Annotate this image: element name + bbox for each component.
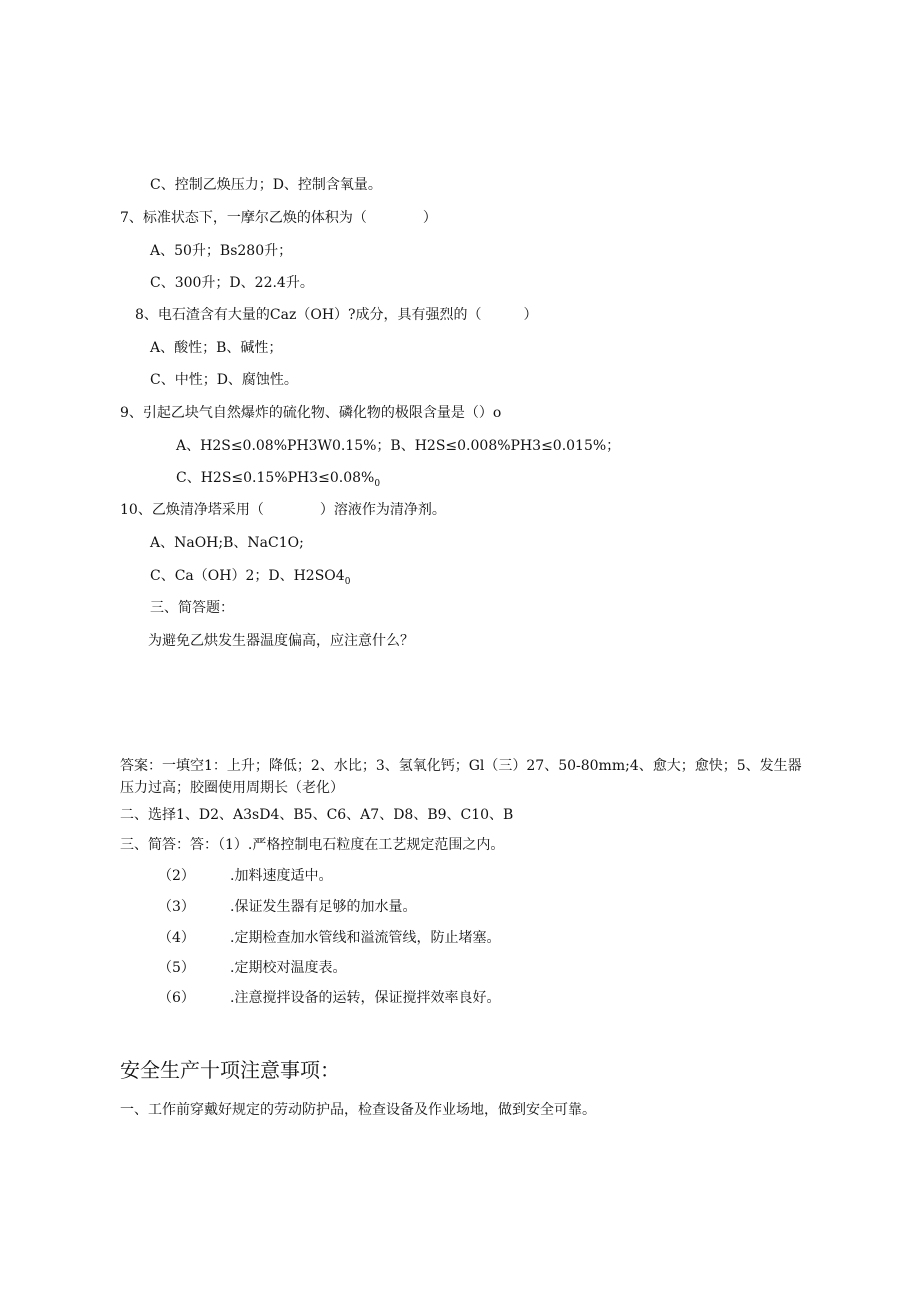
answer-item-number: （3） [158, 899, 195, 915]
section-3-heading: 三、简答题： [150, 600, 234, 616]
short-answer-question: 为避免乙烘发生器温度偏高，应注意什么？ [148, 633, 414, 649]
answer-item [158, 958, 346, 978]
answer-item-text: .加料速度适中。 [230, 868, 333, 884]
answer-fill-blank: 答案：一填空1：上升；降低；2、水比；3、氢氧化钙；Gl（三）27、50-80mm;4、愈大；愈快；5、发生器压力过高；胶圈使用周期长（老化） [120, 758, 802, 796]
q8-options-cd: C、中性；D、腐蚀性。 [150, 372, 298, 388]
q6-options-cd: C、控制乙焕压力；D、控制含氧量。 [150, 177, 382, 193]
answer-item-text: .定期检查加水管线和溢流管线，防止堵塞。 [230, 930, 501, 946]
q7-options-ab: A、50升；Bs280升； [150, 243, 293, 259]
safety-title: 安全生产十项注意事项： [120, 1058, 340, 1082]
q10-options-cd [150, 566, 350, 592]
q10-options-ab: A、NaOH;B、NaC1O; [150, 535, 304, 551]
answer-item-text: .注意搅拌设备的运转，保证搅拌效率良好。 [230, 990, 501, 1006]
answer-choice: 二、选择1、D2、A3sD4、B5、C6、A7、D8、B9、C10、B [120, 807, 514, 823]
q7-options-cd: C、300升；D、22.4升。 [150, 275, 314, 291]
answer-item-text: .保证发生器有足够的加水量。 [230, 899, 417, 915]
q9-options-cd [176, 468, 380, 494]
q10-subscript: 0 [344, 576, 351, 587]
question-7: 7、标准状态下，一摩尔乙焕的体积为（ ） [120, 210, 437, 226]
answer-item [158, 897, 416, 917]
safety-item-1: 一、工作前穿戴好规定的劳动防护品，检查设备及作业场地，做到安全可靠。 [120, 1102, 596, 1118]
q9-options-cd-text: C、H2S≤0.15%PH3≤0.08% [176, 470, 375, 486]
answer-item [158, 988, 500, 1008]
q10-options-cd-text: C、Ca（OH）2；D、H2SO4 [150, 568, 345, 584]
answer-item-text: .定期校对温度表。 [230, 960, 347, 976]
q9-options-ab: A、H2S≤0.08%PH3W0.15%；B、H2S≤0.008%PH3≤0.015%； [176, 438, 621, 454]
answer-short-intro: 三、简答：答：（1）.严格控制电石粒度在工艺规定范围之内。 [120, 837, 505, 853]
answer-item [158, 928, 500, 948]
q8-options-ab: A、酸性；B、碱性； [150, 340, 283, 356]
answer-item-number: （5） [158, 960, 195, 976]
question-9: 9、引起乙块气自然爆炸的硫化物、磷化物的极限含量是（）o [120, 405, 502, 421]
q9-subscript: 0 [374, 478, 381, 489]
question-10: 10、乙焕清净塔采用（ ）溶液作为清净剂。 [120, 502, 446, 518]
answer-item-number: （2） [158, 868, 195, 884]
question-8: 8、电石渣含有大量的Caz（OH）?成分，具有强烈的（ ） [135, 307, 538, 323]
answer-item [158, 866, 332, 886]
answer-item-number: （6） [158, 990, 195, 1006]
answer-item-number: （4） [158, 930, 195, 946]
